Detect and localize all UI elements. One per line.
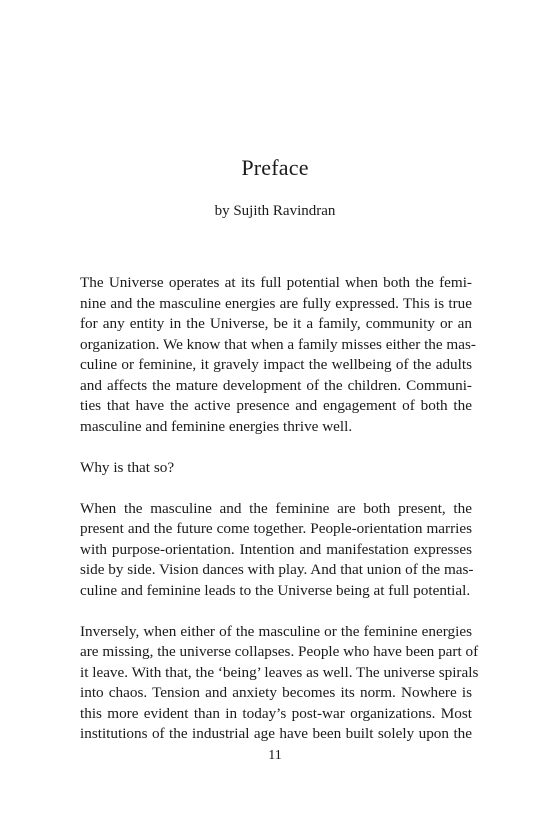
text-line: culine and feminine leads to the Universe being at full potential. <box>80 581 471 599</box>
paragraph <box>80 458 472 479</box>
text-line: and affects the mature development of the children. Communi- <box>80 376 472 394</box>
text-line: ties that have the active presence and engagement of both the <box>80 397 472 414</box>
text-line: When the masculine and the feminine are both present, the <box>80 499 472 517</box>
text-line: nine and the masculine energies are fully expressed. This is true <box>80 294 472 312</box>
author-byline: by Sujith Ravindran <box>214 203 336 219</box>
text-line: this more evident than in today’s post-war organizations. Most <box>80 704 472 722</box>
paragraph <box>80 499 472 602</box>
text-line: side by side. Vision dances with play. And that union of the mas- <box>80 561 474 578</box>
paragraph <box>80 273 476 437</box>
text-line: with purpose-orientation. Intention and manifestation expresses <box>80 540 472 558</box>
text-line: organization. We know that when a family misses either the mas- <box>80 335 476 353</box>
page-number: 11 <box>268 748 282 763</box>
text-line: institutions of the industrial age have been built solely upon the <box>80 725 472 742</box>
text-line: The Universe operates at its full potential when both the femi- <box>80 274 472 291</box>
body-text <box>80 273 479 765</box>
text-line: Inversely, when either of the masculine or the feminine energies <box>80 622 472 640</box>
text-line: masculine and feminine energies thrive well. <box>80 417 353 435</box>
text-line: for any entity in the Universe, be it a family, community or an <box>80 315 472 332</box>
text-line: Why is that so? <box>80 458 175 476</box>
text-line: it leave. With that, the ‘being’ leaves as well. The universe spirals <box>80 663 479 681</box>
text-line: culine or feminine, it gravely impact the wellbeing of the adults <box>80 356 472 373</box>
text-line: into chaos. Tension and anxiety becomes its norm. Nowhere is <box>80 684 472 701</box>
chapter-title: Preface <box>241 155 309 180</box>
paragraph <box>80 622 479 745</box>
text-line: present and the future come together. People-orientation marries <box>80 520 472 537</box>
text-line: are missing, the universe collapses. People who have been part of <box>80 643 479 660</box>
